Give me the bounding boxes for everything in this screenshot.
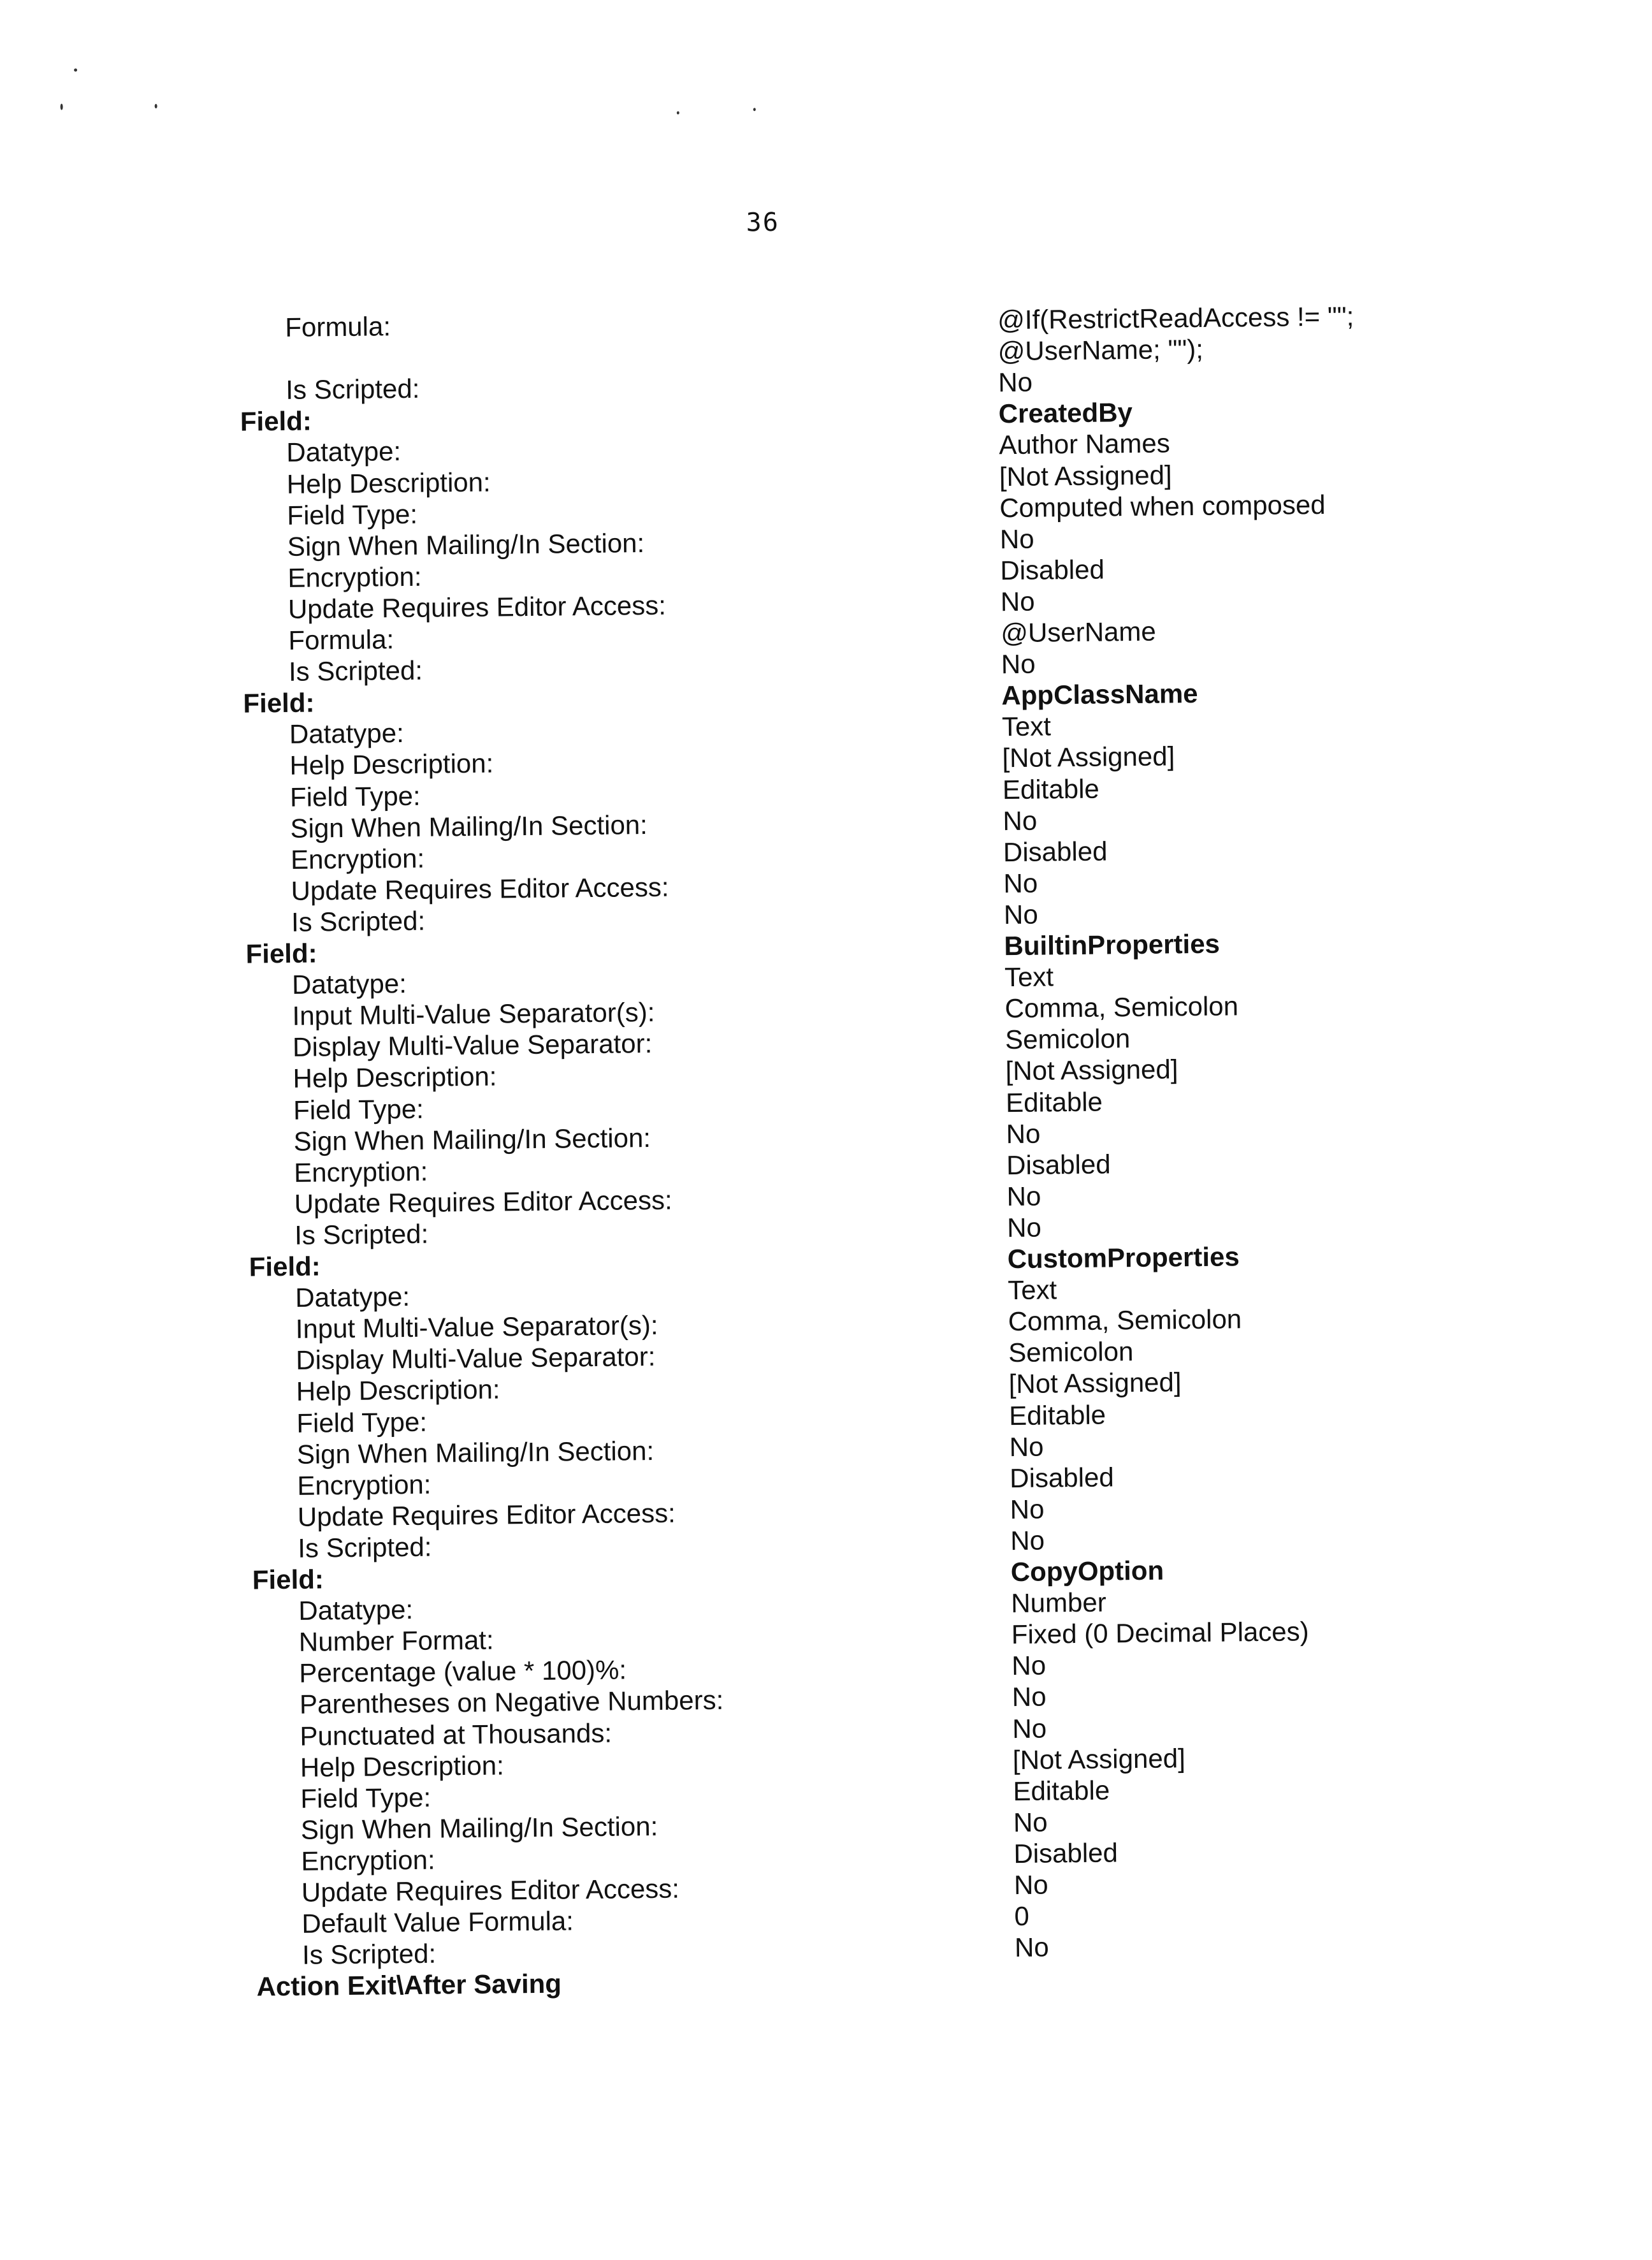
property-value: Author Names (999, 428, 1170, 461)
property-label: Number Format: (299, 1624, 494, 1658)
property-value: No (1001, 648, 1036, 680)
property-label: Is Scripted: (302, 1938, 437, 1971)
property-label: Input Multi-Value Separator(s): (292, 996, 655, 1032)
property-value: [Not Assigned] (1008, 1367, 1181, 1400)
property-row (4, 753, 5, 784)
property-row (3, 596, 4, 627)
field-header-label: Field: (252, 1563, 324, 1595)
property-label: Display Multi-Value Separator: (293, 1028, 653, 1063)
property-value: [Not Assigned] (1002, 741, 1175, 774)
property-label: Input Multi-Value Separator(s): (295, 1309, 658, 1345)
property-value: No (1013, 1806, 1048, 1838)
field-header-label: Action Exit\After Saving (256, 1968, 562, 2002)
property-label: Encryption: (294, 1155, 428, 1188)
property-row (16, 1848, 17, 1879)
property-row (8, 1128, 9, 1160)
property-row (3, 628, 4, 659)
property-row (9, 1160, 10, 1191)
field-header-label: Field: (243, 687, 315, 719)
property-row (12, 1473, 13, 1504)
property-label: Encryption: (301, 1844, 435, 1876)
property-value: 0 (1014, 1900, 1029, 1932)
property-label: Help Description: (293, 1061, 496, 1094)
property-label: Formula: (288, 623, 394, 656)
property-value: [Not Assigned] (999, 459, 1172, 492)
property-label: Update Requires Editor Access: (298, 1497, 676, 1532)
field-name: CustomProperties (1007, 1241, 1240, 1274)
property-value: No (1001, 586, 1035, 618)
property-label: Datatype: (298, 1594, 413, 1626)
property-row (9, 1191, 10, 1222)
property-label: Datatype: (295, 1281, 410, 1313)
field-name: CopyOption (1011, 1555, 1164, 1588)
field-header-row (1, 409, 2, 440)
property-value: No (1004, 899, 1038, 931)
scan-speck (74, 68, 77, 71)
field-header-row (13, 1567, 14, 1598)
property-value: No (1006, 1118, 1040, 1149)
property-value: No (1010, 1493, 1045, 1525)
property-label: Field Type: (287, 498, 417, 530)
property-value: No (1000, 523, 1034, 555)
property-label: Sign When Mailing/In Section: (297, 1435, 655, 1470)
property-value: Text (1008, 1274, 1057, 1306)
property-row (7, 1003, 8, 1035)
property-label: Is Scripted: (289, 655, 423, 687)
field-name: AppClassName (1001, 678, 1198, 711)
property-row (2, 471, 3, 502)
scan-speck (753, 108, 756, 111)
property-label: Is Scripted: (286, 373, 420, 405)
property-label: Sign When Mailing/In Section: (301, 1811, 658, 1846)
page-number: 36 (746, 208, 779, 238)
property-row (6, 909, 7, 940)
property-label: Update Requires Editor Access: (288, 590, 666, 625)
property-value: Editable (1003, 773, 1099, 805)
property-label: Default Value Formula: (301, 1905, 574, 1939)
property-label: Punctuated at Thousands: (300, 1717, 612, 1751)
property-value: No (998, 367, 1032, 398)
property-label: Encryption: (287, 561, 422, 594)
scan-speck (677, 111, 679, 114)
field-property-list (0, 0, 1649, 9)
scan-speck (61, 104, 63, 110)
property-label: Update Requires Editor Access: (294, 1184, 672, 1219)
scan-speck (155, 104, 157, 108)
property-label: Formula: (285, 310, 391, 343)
property-row (12, 1441, 13, 1473)
property-row (1, 440, 2, 471)
property-value: Editable (1009, 1399, 1106, 1431)
field-name: BuiltinProperties (1004, 928, 1220, 962)
property-value: Number (1011, 1587, 1106, 1619)
property-row (17, 1943, 18, 1974)
property-label: Percentage (value * 100)%: (299, 1654, 627, 1689)
property-value: No (1003, 867, 1038, 899)
property-value: No (1010, 1524, 1045, 1556)
property-value: [Not Assigned] (1013, 1742, 1185, 1775)
property-value: Semicolon (1008, 1336, 1134, 1368)
field-header-label: Field: (249, 1250, 321, 1282)
property-value: Comma, Semicolon (1004, 991, 1238, 1024)
property-row (10, 1285, 11, 1316)
property-value: No (1012, 1712, 1047, 1744)
property-value: Editable (1006, 1086, 1103, 1118)
property-value: @UserName; ""); (997, 333, 1203, 367)
property-label: Field Type: (290, 780, 421, 812)
field-header-label: Field: (245, 937, 317, 969)
property-label: Field Type: (293, 1093, 424, 1125)
field-name: CreatedBy (999, 397, 1133, 429)
property-row (5, 815, 6, 847)
property-label: Encryption: (297, 1468, 431, 1501)
property-value: Fixed (0 Decimal Places) (1011, 1615, 1309, 1650)
property-row (7, 972, 8, 1003)
field-header-row (17, 1974, 18, 2005)
property-value: [Not Assigned] (1005, 1054, 1178, 1087)
property-label: Datatype: (292, 968, 407, 1000)
property-row (8, 1097, 9, 1128)
property-row (0, 315, 1, 346)
property-value: No (1015, 1932, 1049, 1964)
property-label: Sign When Mailing/In Section: (287, 527, 645, 562)
property-value: Text (1004, 961, 1054, 993)
property-row (11, 1410, 12, 1441)
property-value: Comma, Semicolon (1008, 1303, 1242, 1337)
property-value: Disabled (1003, 835, 1108, 868)
property-row (14, 1661, 15, 1692)
property-label: Help Description: (296, 1374, 500, 1407)
property-value: No (1009, 1431, 1043, 1462)
property-label: Is Scripted: (294, 1218, 429, 1251)
property-label: Display Multi-Value Separator: (296, 1341, 656, 1376)
property-label: Datatype: (289, 717, 404, 750)
property-label: Parentheses on Negative Numbers: (300, 1684, 724, 1720)
property-value: No (1012, 1681, 1047, 1713)
property-value: Editable (1013, 1774, 1110, 1807)
property-label: Help Description: (287, 466, 491, 499)
property-label: Help Description: (289, 748, 493, 781)
property-row (15, 1786, 16, 1817)
property-row (15, 1754, 16, 1786)
property-row (4, 722, 5, 753)
field-header-row (6, 941, 7, 972)
property-value: No (1003, 805, 1037, 836)
property-label: Datatype: (286, 435, 401, 468)
property-label: Is Scripted: (298, 1531, 432, 1564)
property-label: Sign When Mailing/In Section: (293, 1122, 651, 1157)
property-label: Sign When Mailing/In Section: (290, 809, 648, 844)
property-label: Field Type: (300, 1781, 431, 1814)
property-value: Computed when composed (999, 488, 1326, 523)
property-value: Disabled (1000, 553, 1105, 586)
field-header-label: Field: (240, 405, 312, 437)
property-row (16, 1817, 17, 1848)
property-row (13, 1598, 14, 1629)
property-label: Encryption: (291, 842, 425, 875)
property-row (2, 502, 3, 534)
property-value: Semicolon (1005, 1023, 1131, 1055)
property-row (14, 1629, 15, 1661)
property-value: No (1011, 1650, 1046, 1682)
property-value: @UserName (1001, 616, 1156, 649)
property-label: Update Requires Editor Access: (291, 871, 669, 906)
property-label: Field Type: (296, 1406, 427, 1438)
property-value: Disabled (1010, 1461, 1114, 1494)
property-label: Update Requires Editor Access: (301, 1873, 679, 1908)
document-page (0, 0, 1652, 2260)
property-row (11, 1379, 12, 1410)
property-value: Text (1002, 711, 1052, 743)
property-value: @If(RestrictReadAccess != ""; (997, 300, 1354, 335)
property-value: No (1007, 1211, 1041, 1243)
property-value: Disabled (1013, 1837, 1118, 1869)
property-row (5, 784, 6, 815)
property-value: Disabled (1006, 1148, 1111, 1181)
property-label: Is Scripted: (291, 905, 426, 938)
property-value: No (1014, 1869, 1048, 1901)
property-value: No (1006, 1180, 1041, 1212)
property-label: Help Description: (300, 1749, 504, 1782)
